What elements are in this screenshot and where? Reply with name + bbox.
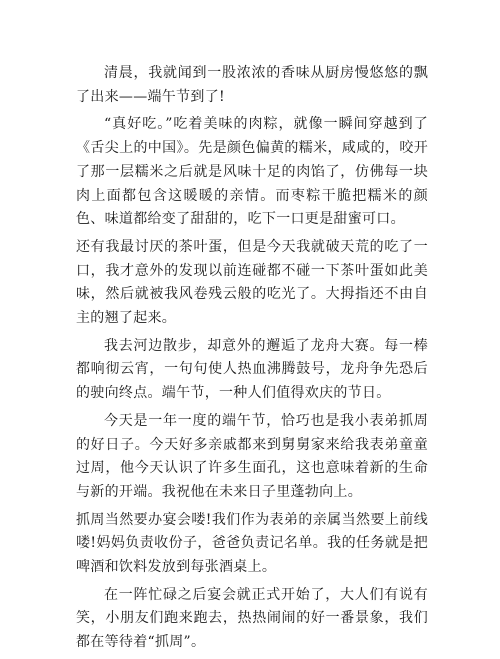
paragraph-7: 在一阵忙碌之后宴会就正式开始了，大人们有说有笑，小朋友们跑来跑去，热热闹闹的好一番景象，我们都在等待着“抓周”。 <box>76 586 428 651</box>
paragraph-3: 还有我最讨厌的茶叶蛋，但是今天我就破天荒的吃了一口，我才意外的发现以前连碰都不碰一下茶叶蛋如此美味，然后就被我风卷残云般的吃光了。大拇指还不由自主的翘了起来。 <box>76 238 428 327</box>
paragraph-6: 抓周当然要办宴会喽!我们作为表弟的亲属当然要上前线喽!妈妈负责收份子，爸爸负责记名单。我的任务就是把啤酒和饮料发放到每张酒桌上。 <box>76 511 428 576</box>
paragraph-4: 我去河边散步，却意外的邂逅了龙舟大赛。每一棒都响彻云宵，一句句使人热血沸腾鼓号，龙舟争先恐后的驶向终点。端午节，一种人们值得欢庆的节日。 <box>76 337 428 402</box>
paragraph-2: “真好吃。”吃着美味的肉粽，就像一瞬间穿越到了《舌尖上的中国》。先是颜色偏黄的糯米，咸咸的，咬开了那一层糯米之后就是风味十足的肉馅了，仿佛每一块肉上面都包含这暖暖的亲情。而枣粽干脆把糯米的颜色、味道都给变了甜甜的，吃下一口更是甜蜜可口。 <box>76 116 428 228</box>
essay-body <box>76 62 428 659</box>
paragraph-5: 今天是一年一度的端午节，恰巧也是我小表弟抓周的好日子。今天好多亲戚都来到舅舅家来给我表弟童童过周，他今天认识了许多生面孔，这也意味着新的生命与新的开端。我祝他在未来日子里蓬勃向上。 <box>76 412 428 500</box>
paragraph-1: 清晨，我就闻到一股浓浓的香味从厨房慢悠悠的飘了出来——端午节到了! <box>76 65 428 105</box>
